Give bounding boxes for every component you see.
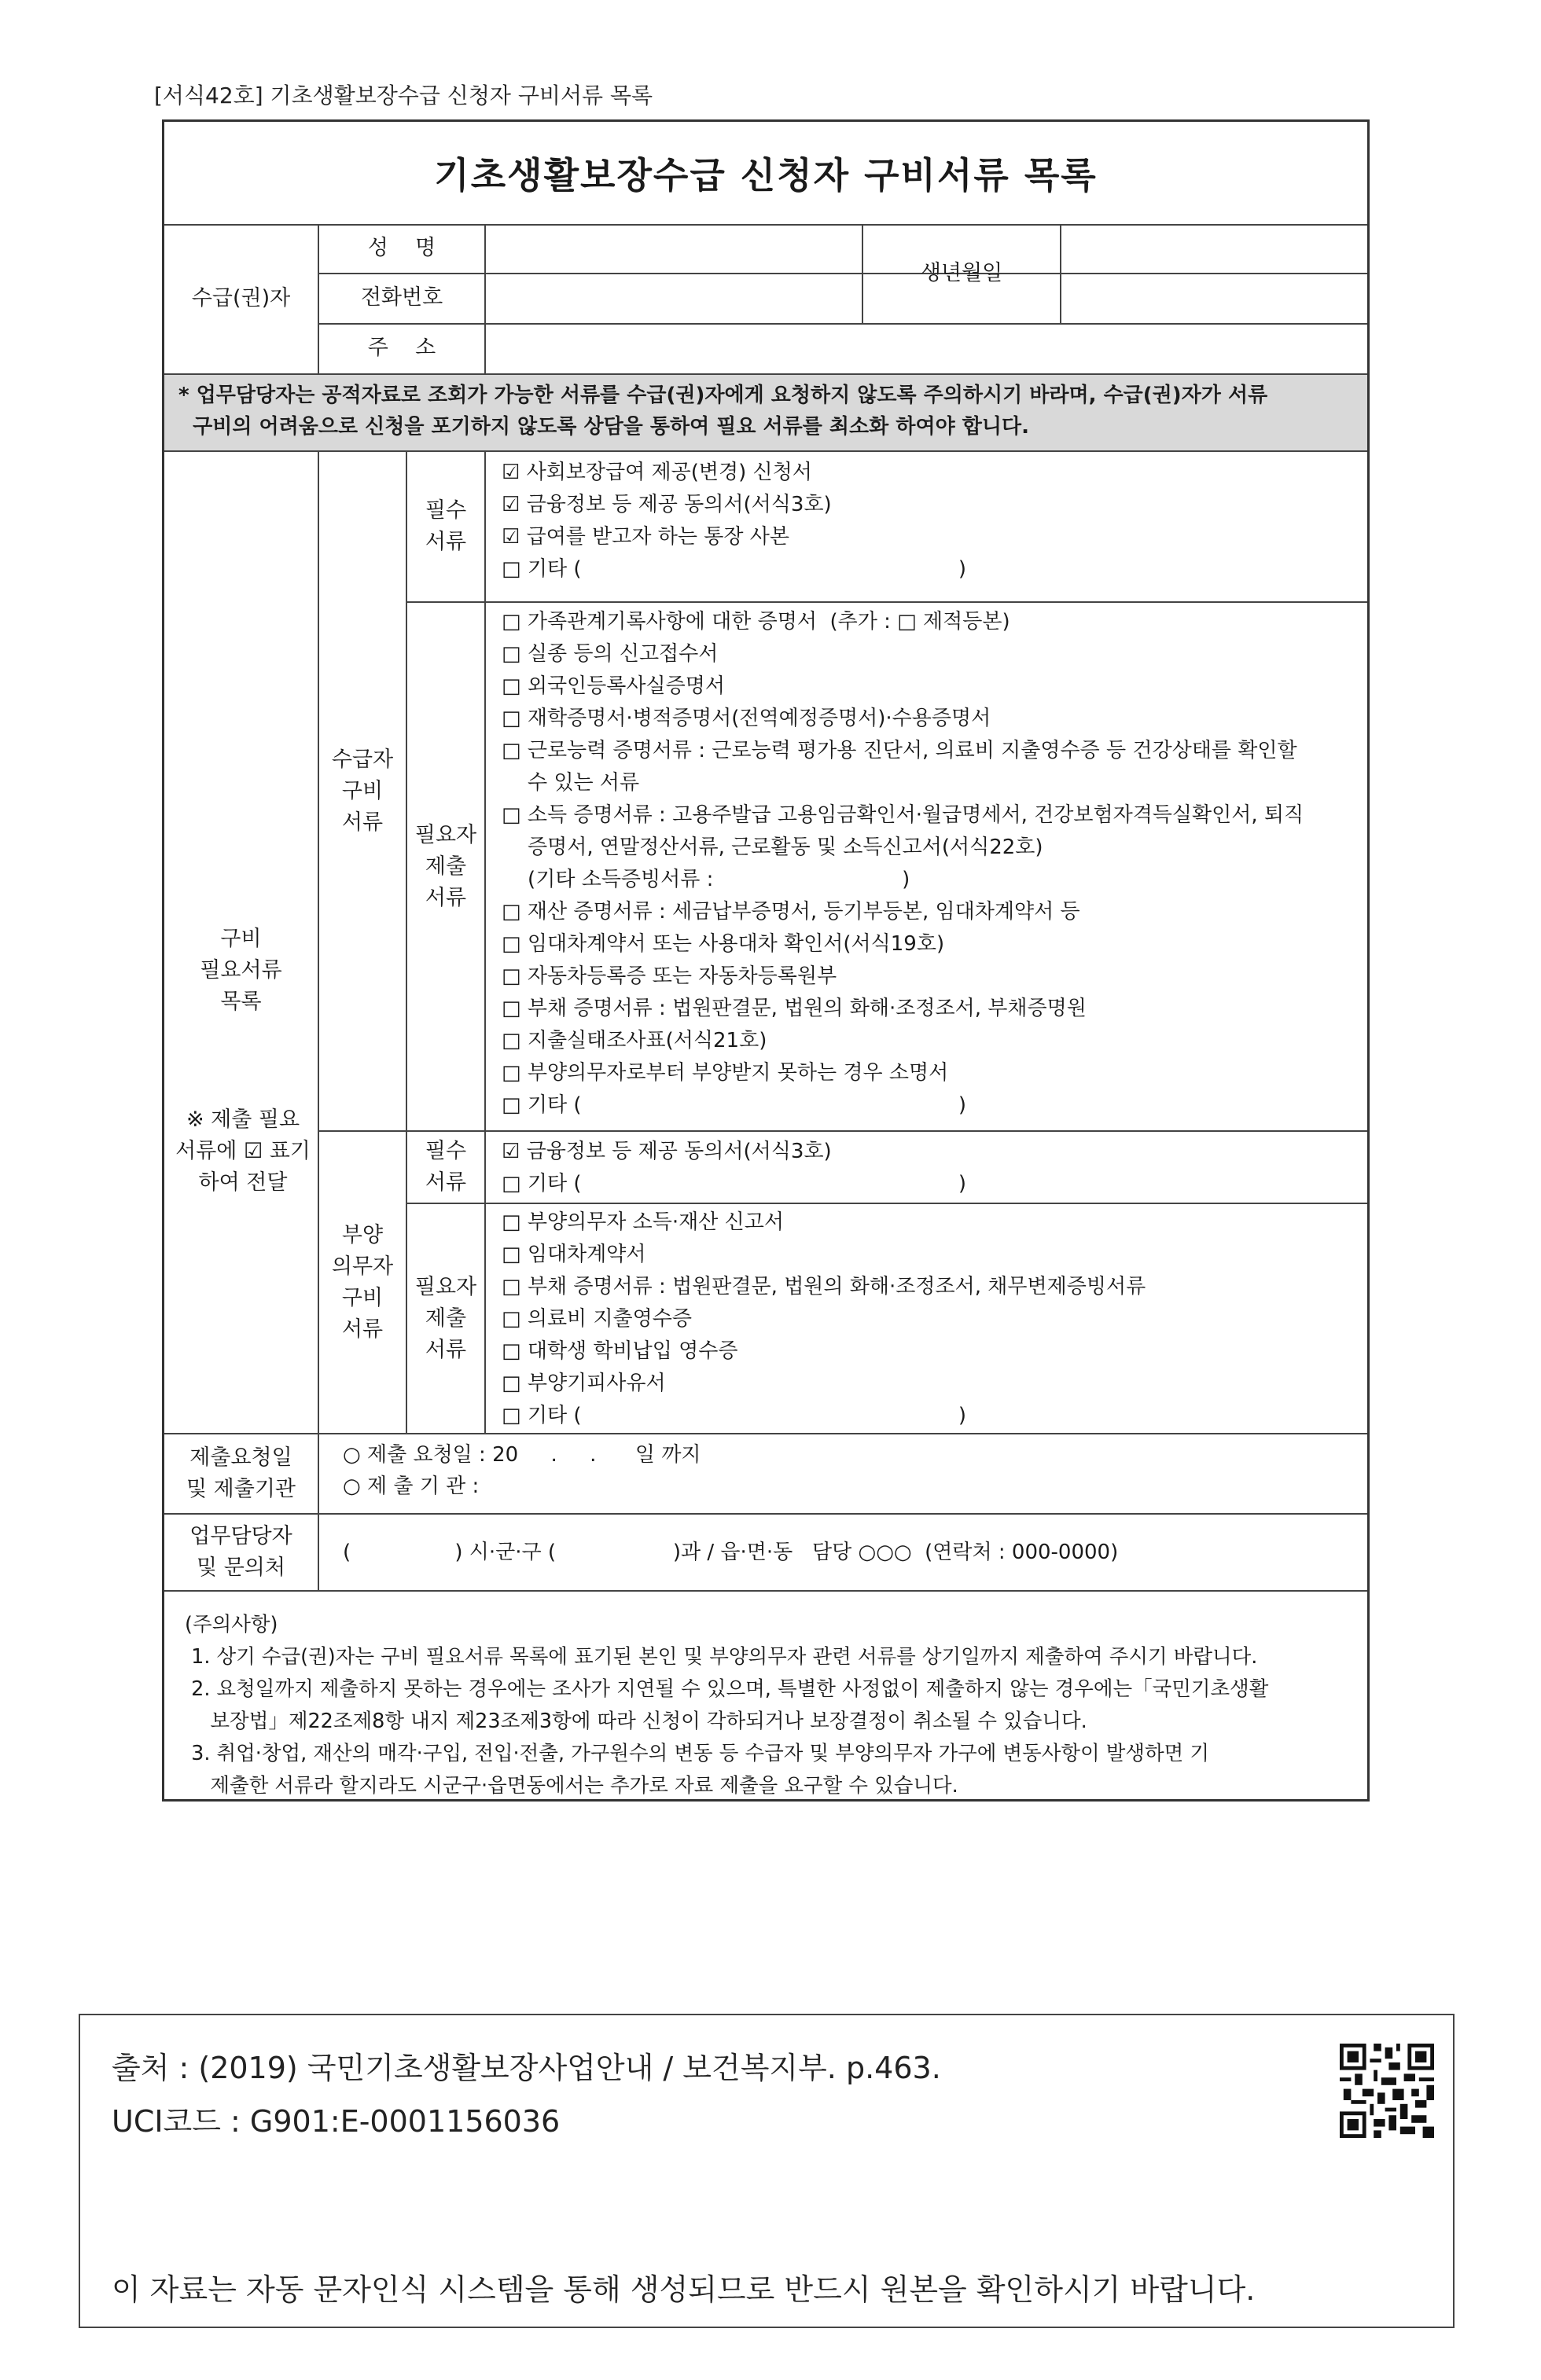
note-line: 하여 전달 [198, 1170, 288, 1195]
checklist-item[interactable]: □ 임대차계약서 [502, 1243, 646, 1266]
checklist-item[interactable]: ☑ 금융정보 등 제공 동의서(서식3호) [502, 1140, 832, 1163]
checklist-item[interactable]: □ 실종 등의 신고접수서 [502, 642, 719, 666]
checklist-item[interactable]: □ 대학생 학비납입 영수증 [502, 1339, 738, 1363]
label-line: 필요서류 [200, 958, 282, 982]
caution-item-continued: 보장법」제22조제8항 내지 제23조제3항에 따라 신청이 각하되거나 보장결정이 취소될 수 있습니다. [185, 1710, 1087, 1733]
label-line: 서류 [425, 1170, 467, 1195]
checklist-item[interactable]: □ 의료비 지출영수증 [502, 1307, 693, 1331]
support-obligor-docs-label [319, 1132, 406, 1433]
checklist-item[interactable]: □ 기타 ( ) [502, 557, 966, 581]
document-list-label [164, 452, 318, 1433]
checklist-item[interactable]: □ 기타 ( ) [502, 1404, 966, 1427]
source-citation: 출처 : (2019) 국민기초생활보장사업안내 / 보건복지부. p.463. [112, 2051, 941, 2085]
caution-item-continued: 제출한 서류라 할지라도 시군구·읍면동에서는 추가로 자료 제출을 요구할 수 있습니다. [185, 1774, 958, 1798]
checklist-item[interactable]: □ 부양의무자 소득·재산 신고서 [502, 1210, 785, 1234]
checklist-item[interactable]: □ 외국인등록사실증명서 [502, 674, 725, 698]
contact-label [164, 1515, 318, 1590]
form-number: [서식42호] 기초생활보장수급 신청자 구비서류 목록 [154, 83, 653, 108]
source-box [79, 2014, 1455, 2328]
support-required-list [486, 1136, 1367, 1203]
label-line: 서류 [425, 1337, 467, 1362]
phone-label: 전화번호 [360, 285, 443, 310]
label-line: 서류 [341, 810, 384, 835]
birthdate-field[interactable] [1061, 224, 1367, 323]
checklist-item[interactable]: □ 가족관계기록사항에 대한 증명서 (추가 : □ 제적등본) [502, 610, 1010, 634]
checklist-item-continued: 증명서, 연말정산서류, 근로활동 및 소득신고서(서식22호) [502, 836, 1043, 859]
label-line: 부양 [341, 1222, 384, 1247]
cautions [164, 1592, 1367, 1799]
checklist-item[interactable]: □ 지출실태조사표(서식21호) [502, 1029, 767, 1052]
label-line: 및 문의처 [197, 1555, 285, 1580]
label-line: 의무자 [331, 1254, 394, 1279]
checklist-item[interactable]: □ 자동차등록증 또는 자동차등록원부 [502, 964, 837, 988]
checklist-item[interactable]: □ 임대차계약서 또는 사용대차 확인서(서식19호) [502, 932, 945, 956]
checklist-item[interactable]: ☑ 사회보장급여 제공(변경) 신청서 [502, 461, 812, 484]
staff-notice [164, 375, 1367, 450]
birthdate-label: 생년월일 [920, 261, 1003, 285]
label-line: 제출 [425, 1306, 467, 1331]
label-line: 필요자 [414, 1274, 477, 1299]
address-label: 주 소 [367, 336, 436, 360]
checklist-item[interactable]: □ 소득 증명서류 : 고용주발급 고용임금확인서·월급명세서, 건강보험자격득실확인서, 퇴직 [502, 803, 1304, 827]
label-line: 필요자 [414, 822, 477, 847]
contact-details[interactable]: ( ) 시·군·구 ( )과 / 읍·면·동 담당 ○○○ (연락처 : 000-0000) [343, 1541, 1119, 1564]
request-date-field[interactable]: ○ 제출 요청일 : 20 . . 일 까지 [343, 1443, 701, 1467]
label-line: 서류 [425, 530, 467, 554]
label-line: 구비 [341, 1285, 384, 1310]
checklist-item[interactable]: ☑ 금융정보 등 제공 동의서(서식3호) [502, 493, 832, 516]
uci-code: UCI코드 : G901:E-0001156036 [112, 2104, 561, 2139]
caution-item: 1. 상기 수급(권)자는 구비 필요서류 목록에 표기된 본인 및 부양의무자 관련 서류를 상기일까지 제출하여 주시기 바랍니다. [185, 1645, 1258, 1669]
caution-item: 3. 취업·창업, 재산의 매각·구입, 전입·전출, 가구원수의 변동 등 수급자 및 부양의무자 가구에 변동사항이 발생하면 기 [185, 1742, 1210, 1765]
recipient-needed-list [486, 606, 1367, 1130]
recipient-needed-label [407, 603, 484, 1130]
checklist-item[interactable]: □ 부양기피사유서 [502, 1372, 666, 1395]
label-line: 서류 [341, 1317, 384, 1342]
label-line: 필수 [425, 498, 467, 523]
checklist-item-continued: (기타 소득증빙서류 : ) [502, 868, 910, 891]
checklist-item[interactable]: □ 기타 ( ) [502, 1172, 966, 1196]
qr-code-icon[interactable] [1340, 2044, 1434, 2138]
label-line: 업무담당자 [189, 1524, 292, 1548]
checklist-item[interactable]: □ 부양의무자로부터 부양받지 못하는 경우 소명서 [502, 1061, 949, 1085]
name-label: 성 명 [367, 236, 436, 260]
note-line: 서류에 ☑ 표기 [175, 1139, 311, 1163]
note-line: ※ 제출 필요 [186, 1107, 300, 1132]
recipient-docs-label [319, 452, 406, 1130]
checklist-item[interactable]: □ 재산 증명서류 : 세금납부증명서, 등기부등본, 임대차계약서 등 [502, 900, 1080, 924]
checklist-item[interactable]: □ 근로능력 증명서류 : 근로능력 평가용 진단서, 의료비 지출영수증 등 건강상태를 확인할 [502, 739, 1297, 762]
support-required-label [407, 1132, 484, 1203]
cautions-heading: (주의사항) [185, 1613, 278, 1636]
checklist-item[interactable]: □ 기타 ( ) [502, 1093, 966, 1117]
submission-details [319, 1439, 1367, 1513]
checklist-item[interactable]: ☑ 급여를 받고자 하는 통장 사본 [502, 525, 790, 549]
caution-item: 2. 요청일까지 제출하지 못하는 경우에는 조사가 지연될 수 있으며, 특별한 사정없이 제출하지 않는 경우에는「국민기초생활 [185, 1677, 1269, 1701]
checklist-item[interactable]: □ 부채 증명서류 : 법원판결문, 법원의 화해·조정조서, 부채증명원 [502, 997, 1087, 1020]
label-line: 목록 [220, 990, 262, 1014]
ocr-disclaimer: 이 자료는 자동 문자인식 시스템을 통해 생성되므로 반드시 원본을 확인하시기 바랍니다. [112, 2272, 1256, 2307]
document-checklist-form [162, 119, 1370, 1802]
form-title: 기초생활보장수급 신청자 구비서류 목록 [434, 154, 1098, 196]
address-field[interactable] [486, 323, 1367, 373]
label-line: 제출요청일 [189, 1445, 292, 1470]
checklist-item-continued: 수 있는 서류 [502, 771, 640, 795]
label-line: 구비 [341, 778, 384, 803]
support-needed-list [486, 1207, 1367, 1433]
checklist-item[interactable]: □ 부채 증명서류 : 법원판결문, 법원의 화해·조정조서, 채무변제증빙서류 [502, 1275, 1146, 1298]
phone-field[interactable] [486, 273, 862, 323]
notice-line: * 업무담당자는 공적자료로 조회가 가능한 서류를 수급(권)자에게 요청하지 않도록 주의하시기 바라며, 수급(권)자가 서류 [178, 384, 1268, 407]
recipient-required-label [407, 452, 484, 601]
label-line: 서류 [425, 885, 467, 910]
recipient-required-list [486, 457, 1367, 601]
notice-line: 구비의 어려움으로 신청을 포기하지 않도록 상담을 통하여 필요 서류를 최소화 하여야 합니다. [178, 415, 1029, 439]
submission-agency-field[interactable]: ○ 제 출 기 관 : [343, 1475, 480, 1498]
support-needed-label [407, 1204, 484, 1433]
label-line: 제출 [425, 854, 467, 879]
label-line: 및 제출기관 [186, 1477, 296, 1501]
applicant-label: 수급(권)자 [191, 286, 291, 310]
label-line: 수급자 [331, 747, 394, 772]
name-field[interactable] [486, 224, 862, 273]
submission-label [164, 1434, 318, 1513]
label-line: 구비 [220, 927, 262, 951]
checklist-item[interactable]: □ 재학증명서·병적증명서(전역예정증명서)·수용증명서 [502, 707, 991, 730]
label-line: 필수 [425, 1139, 467, 1163]
